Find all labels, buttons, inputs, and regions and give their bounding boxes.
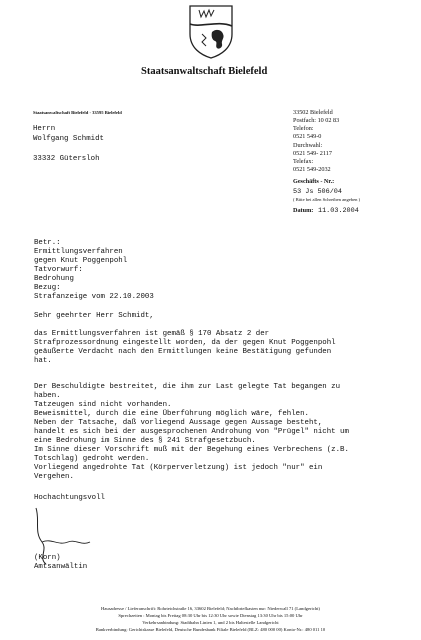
paragraph-line: Strafprozessordnung eingestellt worden, da der gegen Knut Poggenpohl <box>34 339 336 347</box>
footer-transit: Verkehrsanbindung: Stadtbahn Linien 1, und 2 bis Haltestelle Landgericht <box>142 620 279 625</box>
paragraph-line: Im Sinne dieser Vorschrift muß mit der Begehung eines Verbrechens (z.B. <box>34 446 349 454</box>
paragraph-line: das Ermittlungsverfahren ist gemäß § 170 Absatz 2 der <box>34 330 270 338</box>
geschaefts-nr-value: 53 Js 506/04 <box>293 188 342 196</box>
subject-line: gegen Knut Poggenpohl <box>34 257 128 265</box>
paragraph-line: Vergehen. <box>34 473 74 481</box>
geschaefts-nr-hint: ( Bitte bei allen Schreiben angeben ) <box>293 197 361 202</box>
paragraph-line: geäußerte Verdacht nach den Ermittlungen keine Bestätigung gefunden <box>34 348 332 356</box>
subject-line: Tatvorwurf: <box>34 266 83 274</box>
datum-value: 11.03.2004 <box>318 207 359 215</box>
paragraph-line: Beweismittel, durch die eine Überführung möglich wäre, fehlen. <box>34 410 309 418</box>
contact-postfach: Postfach: 10 02 83 <box>293 117 340 124</box>
telefax-label: Telefax: <box>293 158 314 165</box>
telefax-value: 0521 549-2032 <box>293 166 331 173</box>
paragraph-line: handelt es sich bei der ausgesprochenen Androhung von "Prügel" nicht um <box>34 428 349 436</box>
telefon-value: 0521 549-0 <box>293 133 322 140</box>
durchwahl-label: Durchwahl: <box>293 142 323 149</box>
footer-hours: Sprechzeiten : Montag bis Freitag 08:30 Uhr bis 12:30 Uhr sowie Dienstag 13:30 Uhr bis 15:00 Uhr <box>118 613 303 618</box>
footer-address: Hausadresse / Lieferanschrift: Rohrteichstraße 16, 33602 Bielefeld; Nachtbriefkasten nur: Niederwall 71 (Landgericht) <box>101 606 320 611</box>
closing: Hochachtungsvoll <box>34 494 105 502</box>
paragraph-line: eine Bedrohung im Sinne des § 241 Strafgesetzbuch. <box>34 437 256 445</box>
paragraph-line: Tatzeugen sind nicht vorhanden. <box>34 401 172 409</box>
recipient-city: 33332 Gütersloh <box>33 155 100 163</box>
subject-line: Bezug: <box>34 284 61 292</box>
subject-line: Ermittlungsverfahren <box>34 248 123 256</box>
geschaefts-nr-label: Geschäfts - Nr.: <box>293 178 335 185</box>
telefon-label: Telefon: <box>293 125 314 132</box>
paragraph-line: Neben der Tatsache, daß vorliegend Aussage gegen Aussage besteht, <box>34 419 323 427</box>
subject-line: Betr.: <box>34 239 61 247</box>
paragraph-line: Der Beschuldigte bestreitet, die ihm zur Last gelegte Tat begangen zu <box>34 383 341 391</box>
subject-line: Strafanzeige vom 22.10.2003 <box>34 293 154 301</box>
subject-line: Bedrohung <box>34 275 74 283</box>
salutation: Sehr geehrter Herr Schmidt, <box>34 312 154 320</box>
signer-name: (Korn) <box>34 554 61 562</box>
contact-city: 33502 Bielefeld <box>293 109 333 116</box>
durchwahl-value: 0521 549- 2117 <box>293 150 332 157</box>
datum-label: Datum: <box>293 207 314 214</box>
nrw-coat-of-arms-icon <box>188 4 234 60</box>
signer-title: Amtsanwältin <box>34 563 88 571</box>
footer-bank: Bankverbindung: Gerichtskasse Bielefeld, Deutsche Bundesbank Filiale Bielefeld (BLZ: 480 000 00) Konto-Nr.: 480 011 10 <box>95 627 326 632</box>
authority-name: Staatsanwaltschaft Bielefeld <box>141 66 268 77</box>
sender-address-line: Staatsanwaltschaft Bielefeld · 33595 Bielefeld <box>33 110 122 115</box>
recipient-salutation: Herrn <box>33 125 56 133</box>
paragraph-line: Totschlag) gedroht werden. <box>34 455 150 463</box>
recipient-name: Wolfgang Schmidt <box>33 135 104 143</box>
paragraph-line: hat. <box>34 357 52 365</box>
paragraph-line: haben. <box>34 392 61 400</box>
paragraph-line: Vorliegend angedrohte Tat (Körperverletzung) ist jedoch "nur" ein <box>34 464 323 472</box>
